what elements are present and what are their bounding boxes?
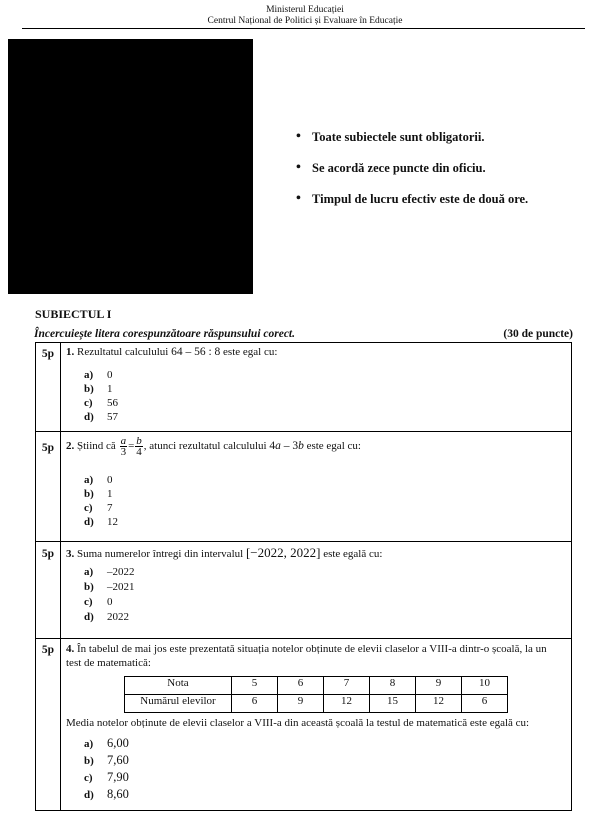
- question-row-3: [36, 542, 572, 639]
- grade-cell: 10: [462, 677, 508, 695]
- exam-rules-list: [296, 129, 528, 222]
- question-body: [61, 542, 572, 639]
- option-b[interactable]: b) 7,60: [84, 753, 129, 767]
- question-row-4: [36, 639, 572, 811]
- options-list: [84, 473, 571, 529]
- rule-item: • Timpul de lucru efectiv este de două ore.: [296, 191, 528, 222]
- option-a[interactable]: a) 0: [84, 369, 113, 381]
- grade-cell: 7: [324, 677, 370, 695]
- math-expression: 64 – 56 : 8: [171, 346, 221, 358]
- question-body: [61, 432, 572, 542]
- grade-cell: 9: [416, 677, 462, 695]
- question-text: 3. Suma numerelor întregi din intervalul [−2022, 2022] este egală cu:: [66, 545, 383, 560]
- option-c[interactable]: c) 56: [84, 397, 118, 409]
- question-text: 2. Știind că $\frac{a}{3}$ = $\frac{b}{4}$ , atunci rezultatul calculului 4a – 3b este egal cu:: [66, 435, 361, 458]
- question-number: 4.: [66, 643, 75, 655]
- grade-cell: 8: [370, 677, 416, 695]
- question-text: 1. Rezultatul calculului 64 – 56 : 8 este egal cu:: [66, 346, 278, 358]
- option-b[interactable]: b) 1: [84, 383, 113, 395]
- question-row-1: [36, 343, 572, 432]
- count-cell: 9: [278, 695, 324, 713]
- question-points: 5p: [36, 542, 61, 639]
- header-ministry: Ministerul Educației: [266, 5, 344, 15]
- grade-cell: 5: [232, 677, 278, 695]
- count-cell: 15: [370, 695, 416, 713]
- fraction-b-over-4: $\frac{b}{4}$: [136, 435, 142, 458]
- question-points: 5p: [36, 639, 61, 811]
- option-b[interactable]: b) 1: [84, 488, 113, 500]
- option-b[interactable]: b) –2021: [84, 581, 135, 593]
- rule-item: • Toate subiectele sunt obligatorii.: [296, 129, 528, 160]
- question-number: 2.: [66, 440, 75, 453]
- count-cell: 6: [462, 695, 508, 713]
- options-list: [84, 368, 571, 424]
- option-d[interactable]: d) 12: [84, 516, 118, 528]
- rule-item: • Se acordă zece puncte din oficiu.: [296, 160, 528, 191]
- section-title: SUBIECTUL I: [35, 307, 112, 321]
- question-points: 5p: [36, 432, 61, 542]
- question-number: 1.: [66, 346, 75, 358]
- grades-row-header: Nota: [125, 677, 232, 695]
- section-points: (30 de puncte): [503, 328, 573, 340]
- count-cell: 12: [416, 695, 462, 713]
- header-center: Centrul Național de Politici și Evaluare în Educație: [207, 16, 403, 26]
- option-c[interactable]: c) 7,90: [84, 770, 129, 784]
- section-instruction: Încercuiește litera corespunzătoare răspunsului corect.: [34, 328, 296, 340]
- option-a[interactable]: a) 0: [84, 474, 113, 486]
- question-number: 3.: [66, 548, 75, 560]
- question-body: [61, 639, 572, 811]
- redacted-box: [8, 39, 253, 294]
- options-list: [84, 565, 571, 625]
- options-list: [84, 735, 571, 803]
- option-d[interactable]: d) 8,60: [84, 787, 129, 801]
- fraction-a-over-3: $\frac{a}{3}$: [120, 435, 127, 458]
- option-d[interactable]: d) 57: [84, 411, 118, 423]
- option-c[interactable]: c) 7: [84, 502, 113, 514]
- question-body: [61, 343, 572, 432]
- questions-table: [35, 342, 572, 811]
- question-subtext: Media notelor obținute de elevii claselor a VIII-a din această școală la testul de matematică este egală cu:: [66, 717, 530, 729]
- grade-cell: 6: [278, 677, 324, 695]
- question-text: 4. În tabelul de mai jos este prezentată situația notelor obținute de elevii claselor a VIII-a dintr-o școală, la un test de matematică:: [66, 643, 547, 669]
- interval-expression: [−2022, 2022]: [245, 545, 321, 560]
- grades-row: [125, 677, 508, 695]
- students-row-header: Numărul elevilor: [125, 695, 232, 713]
- option-a[interactable]: a) –2022: [84, 566, 135, 578]
- students-row: [125, 695, 508, 713]
- count-cell: 6: [232, 695, 278, 713]
- option-c[interactable]: c) 0: [84, 596, 113, 608]
- question-points: 5p: [36, 343, 61, 432]
- option-a[interactable]: a) 6,00: [84, 736, 129, 750]
- math-expression: 4a – 3b: [269, 440, 304, 453]
- grades-table: [124, 676, 508, 713]
- header-divider: [22, 28, 585, 29]
- count-cell: 12: [324, 695, 370, 713]
- option-d[interactable]: d) 2022: [84, 611, 129, 623]
- question-row-2: [36, 432, 572, 542]
